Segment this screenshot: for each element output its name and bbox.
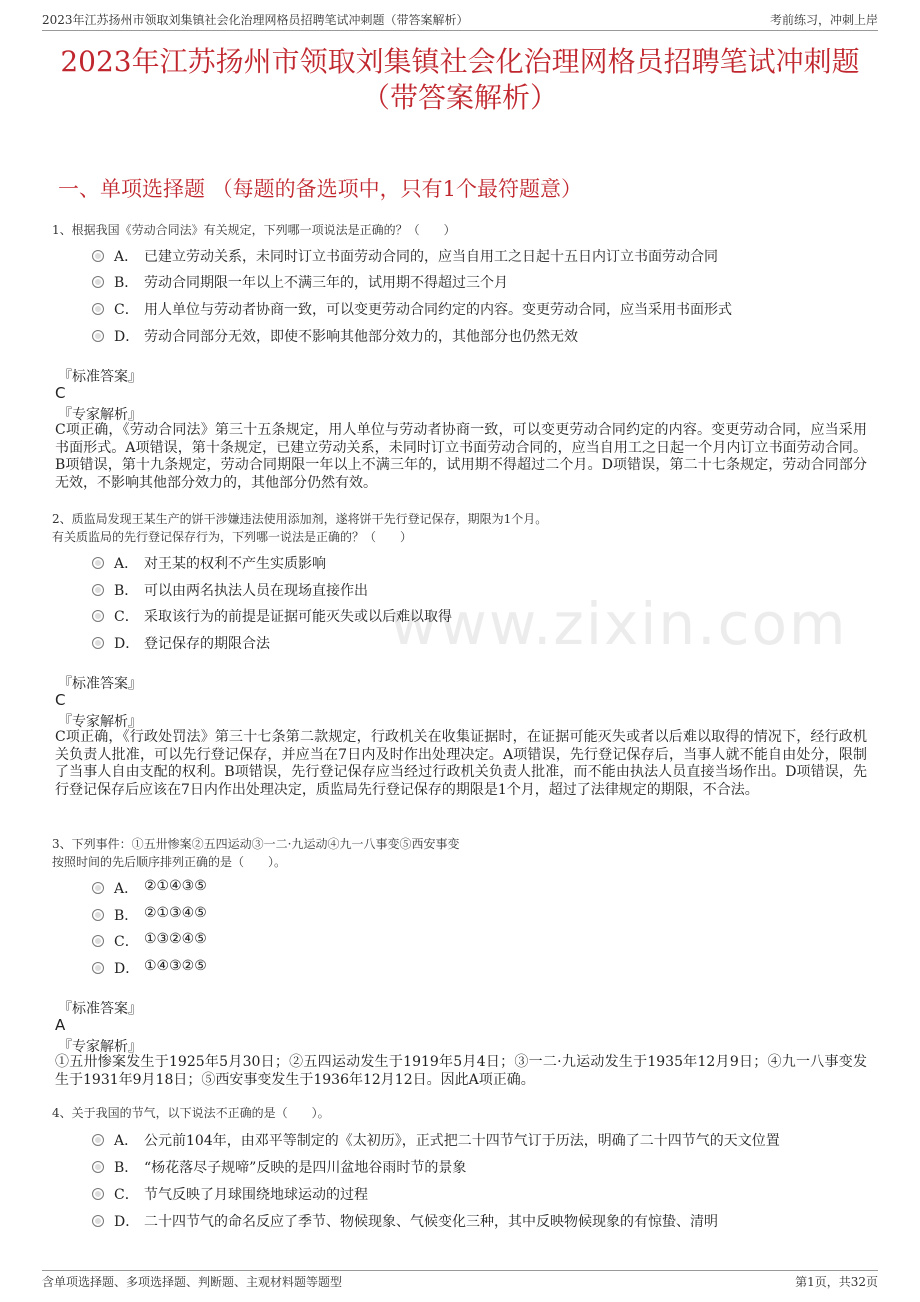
radio-icon[interactable] [92, 1215, 104, 1227]
option-text: 已建立劳动关系，未同时订立书面劳动合同的，应当自用工之日起十五日内订立书面劳动合同 [144, 249, 718, 265]
radio-icon[interactable] [92, 882, 104, 894]
header-doc-title: 2023年江苏扬州市领取刘集镇社会化治理网格员招聘笔试冲刺题（带答案解析） [42, 13, 469, 27]
radio-icon[interactable] [92, 250, 104, 262]
radio-icon[interactable] [92, 909, 104, 921]
footer-note: 含单项选择题、多项选择题、判断题、主观材料题等题型 [42, 1275, 343, 1289]
page-header [42, 8, 878, 31]
radio-icon[interactable] [92, 1161, 104, 1173]
question-3-stem: 3、下列事件：①五卅惨案②五四运动③一二·九运动④九一八事变⑤西安事变 [52, 837, 460, 851]
section-heading: 一、单项选择题 （每题的备选项中，只有1个最符题意） [58, 177, 583, 201]
radio-icon[interactable] [92, 962, 104, 974]
radio-icon[interactable] [92, 303, 104, 315]
q3-answer: A [55, 1016, 66, 1034]
page-footer [42, 1270, 878, 1293]
option-text: 登记保存的期限合法 [144, 636, 270, 652]
option-letter: A． [114, 1133, 139, 1149]
option-letter: A． [114, 881, 139, 897]
radio-icon[interactable] [92, 637, 104, 649]
analysis-label: 『专家解析』 [58, 1039, 142, 1055]
radio-icon[interactable] [92, 330, 104, 342]
radio-icon[interactable] [92, 1188, 104, 1200]
option-letter: C． [114, 609, 139, 625]
question-3-stem-line2: 按照时间的先后顺序排列正确的是（ ）。 [52, 855, 287, 869]
answer-label: 『标准答案』 [58, 676, 142, 692]
answer-label: 『标准答案』 [58, 1001, 142, 1017]
option-letter: B． [114, 1160, 139, 1176]
option-text: “杨花落尽子规啼”反映的是四川盆地谷雨时节的景象 [144, 1160, 467, 1176]
option-letter: B． [114, 908, 139, 924]
q3-analysis: ①五卅惨案发生于1925年5月30日；②五四运动发生于1919年5月4日；③一二·九运动发生于1935年12月9日；④九一八事变发生于1931年9月18日；⑤西安事变发生于1936年12月12日。因此A项正确。 [55, 1054, 867, 1088]
option-letter: C． [114, 934, 139, 950]
option-letter: B． [114, 275, 139, 291]
radio-icon[interactable] [92, 557, 104, 569]
radio-icon[interactable] [92, 935, 104, 947]
radio-icon[interactable] [92, 610, 104, 622]
q1-analysis: C项正确，《劳动合同法》第三十五条规定，用人单位与劳动者协商一致，可以变更劳动合同约定的内容。变更劳动合同，应当采用书面形式。A项错误，第十条规定，已建立劳动关系，未同时订立书面劳动合同的，应当自用工之日起一个月内订立书面劳动合同。B项错误，第十九条规定，劳动合同期限一年以上不满三年的，试用期不得超过二个月。D项错误，第二十七条规定，劳动合同部分无效，不影响其他部分效力的，其他部分仍然有效。 [55, 422, 867, 491]
analysis-label: 『专家解析』 [58, 714, 142, 730]
option-text: 节气反映了月球围绕地球运动的过程 [144, 1187, 368, 1203]
question-2-stem: 2、质监局发现王某生产的饼干涉嫌违法使用添加剂，遂将饼干先行登记保存，期限为1个月。 [52, 512, 548, 526]
page-number: 第1页，共32页 [795, 1275, 878, 1289]
option-text: ②①③④⑤ [144, 905, 207, 921]
question-1-stem: 1、根据我国《劳动合同法》有关规定，下列哪一项说法是正确的？（ ） [52, 223, 456, 237]
option-letter: C． [114, 1187, 139, 1203]
option-letter: D． [114, 1214, 140, 1230]
q1-answer: C [55, 384, 66, 402]
radio-icon[interactable] [92, 1134, 104, 1146]
q2-answer: C [55, 691, 66, 709]
option-text: 劳动合同部分无效，即使不影响其他部分效力的，其他部分也仍然无效 [144, 329, 578, 345]
q2-analysis: C项正确，《行政处罚法》第三十七条第二款规定，行政机关在收集证据时，在证据可能灭失或者以后难以取得的情况下，经行政机关负责人批准，可以先行登记保存，并应当在7日内及时作出处理决定。A项错误，先行登记保存后，当事人就不能自由处分，限制了当事人自由支配的权利。B项错误，先行登记保存应当经过行政机关负责人批准，而不能由执法人员直接当场作出。D项错误，先行登记保存后应该在7日内作出处理决定，质监局先行登记保存的期限是1个月，超过了法律规定的期限，不合法。 [55, 729, 867, 798]
radio-icon[interactable] [92, 584, 104, 596]
option-text: ①④③②⑤ [144, 958, 207, 974]
option-letter: B． [114, 583, 139, 599]
option-letter: D． [114, 636, 140, 652]
option-text: 采取该行为的前提是证据可能灭失或以后难以取得 [144, 609, 452, 625]
option-text: 对王某的权利不产生实质影响 [144, 556, 326, 572]
option-text: ①③②④⑤ [144, 931, 207, 947]
answer-label: 『标准答案』 [58, 369, 142, 385]
option-text: 二十四节气的命名反应了季节、物候现象、气候变化三种，其中反映物候现象的有惊蛰、清明 [144, 1214, 718, 1230]
option-text: ②①④③⑤ [144, 878, 207, 894]
option-text: 公元前104年，由邓平等制定的《太初历》，正式把二十四节气订于历法，明确了二十四节气的天文位置 [144, 1133, 780, 1149]
option-letter: A． [114, 249, 139, 265]
header-slogan: 考前练习，冲刺上岸 [769, 13, 878, 27]
analysis-label: 『专家解析』 [58, 407, 142, 423]
watermark: www.zixin.com [390, 590, 848, 658]
question-4-stem: 4、关于我国的节气，以下说法不正确的是（ ）。 [52, 1106, 330, 1120]
option-letter: C． [114, 302, 139, 318]
option-letter: D． [114, 961, 140, 977]
option-letter: D． [114, 329, 140, 345]
page-title: 2023年江苏扬州市领取刘集镇社会化治理网格员招聘笔试冲刺题（带答案解析） [60, 45, 860, 114]
option-text: 可以由两名执法人员在现场直接作出 [144, 583, 368, 599]
option-letter: A． [114, 556, 139, 572]
radio-icon[interactable] [92, 276, 104, 288]
option-text: 用人单位与劳动者协商一致，可以变更劳动合同约定的内容。变更劳动合同，应当采用书面形式 [144, 302, 732, 318]
option-text: 劳动合同期限一年以上不满三年的，试用期不得超过三个月 [144, 275, 508, 291]
question-2-stem-line2: 有关质监局的先行登记保存行为，下列哪一说法是正确的？（ ） [52, 530, 413, 544]
